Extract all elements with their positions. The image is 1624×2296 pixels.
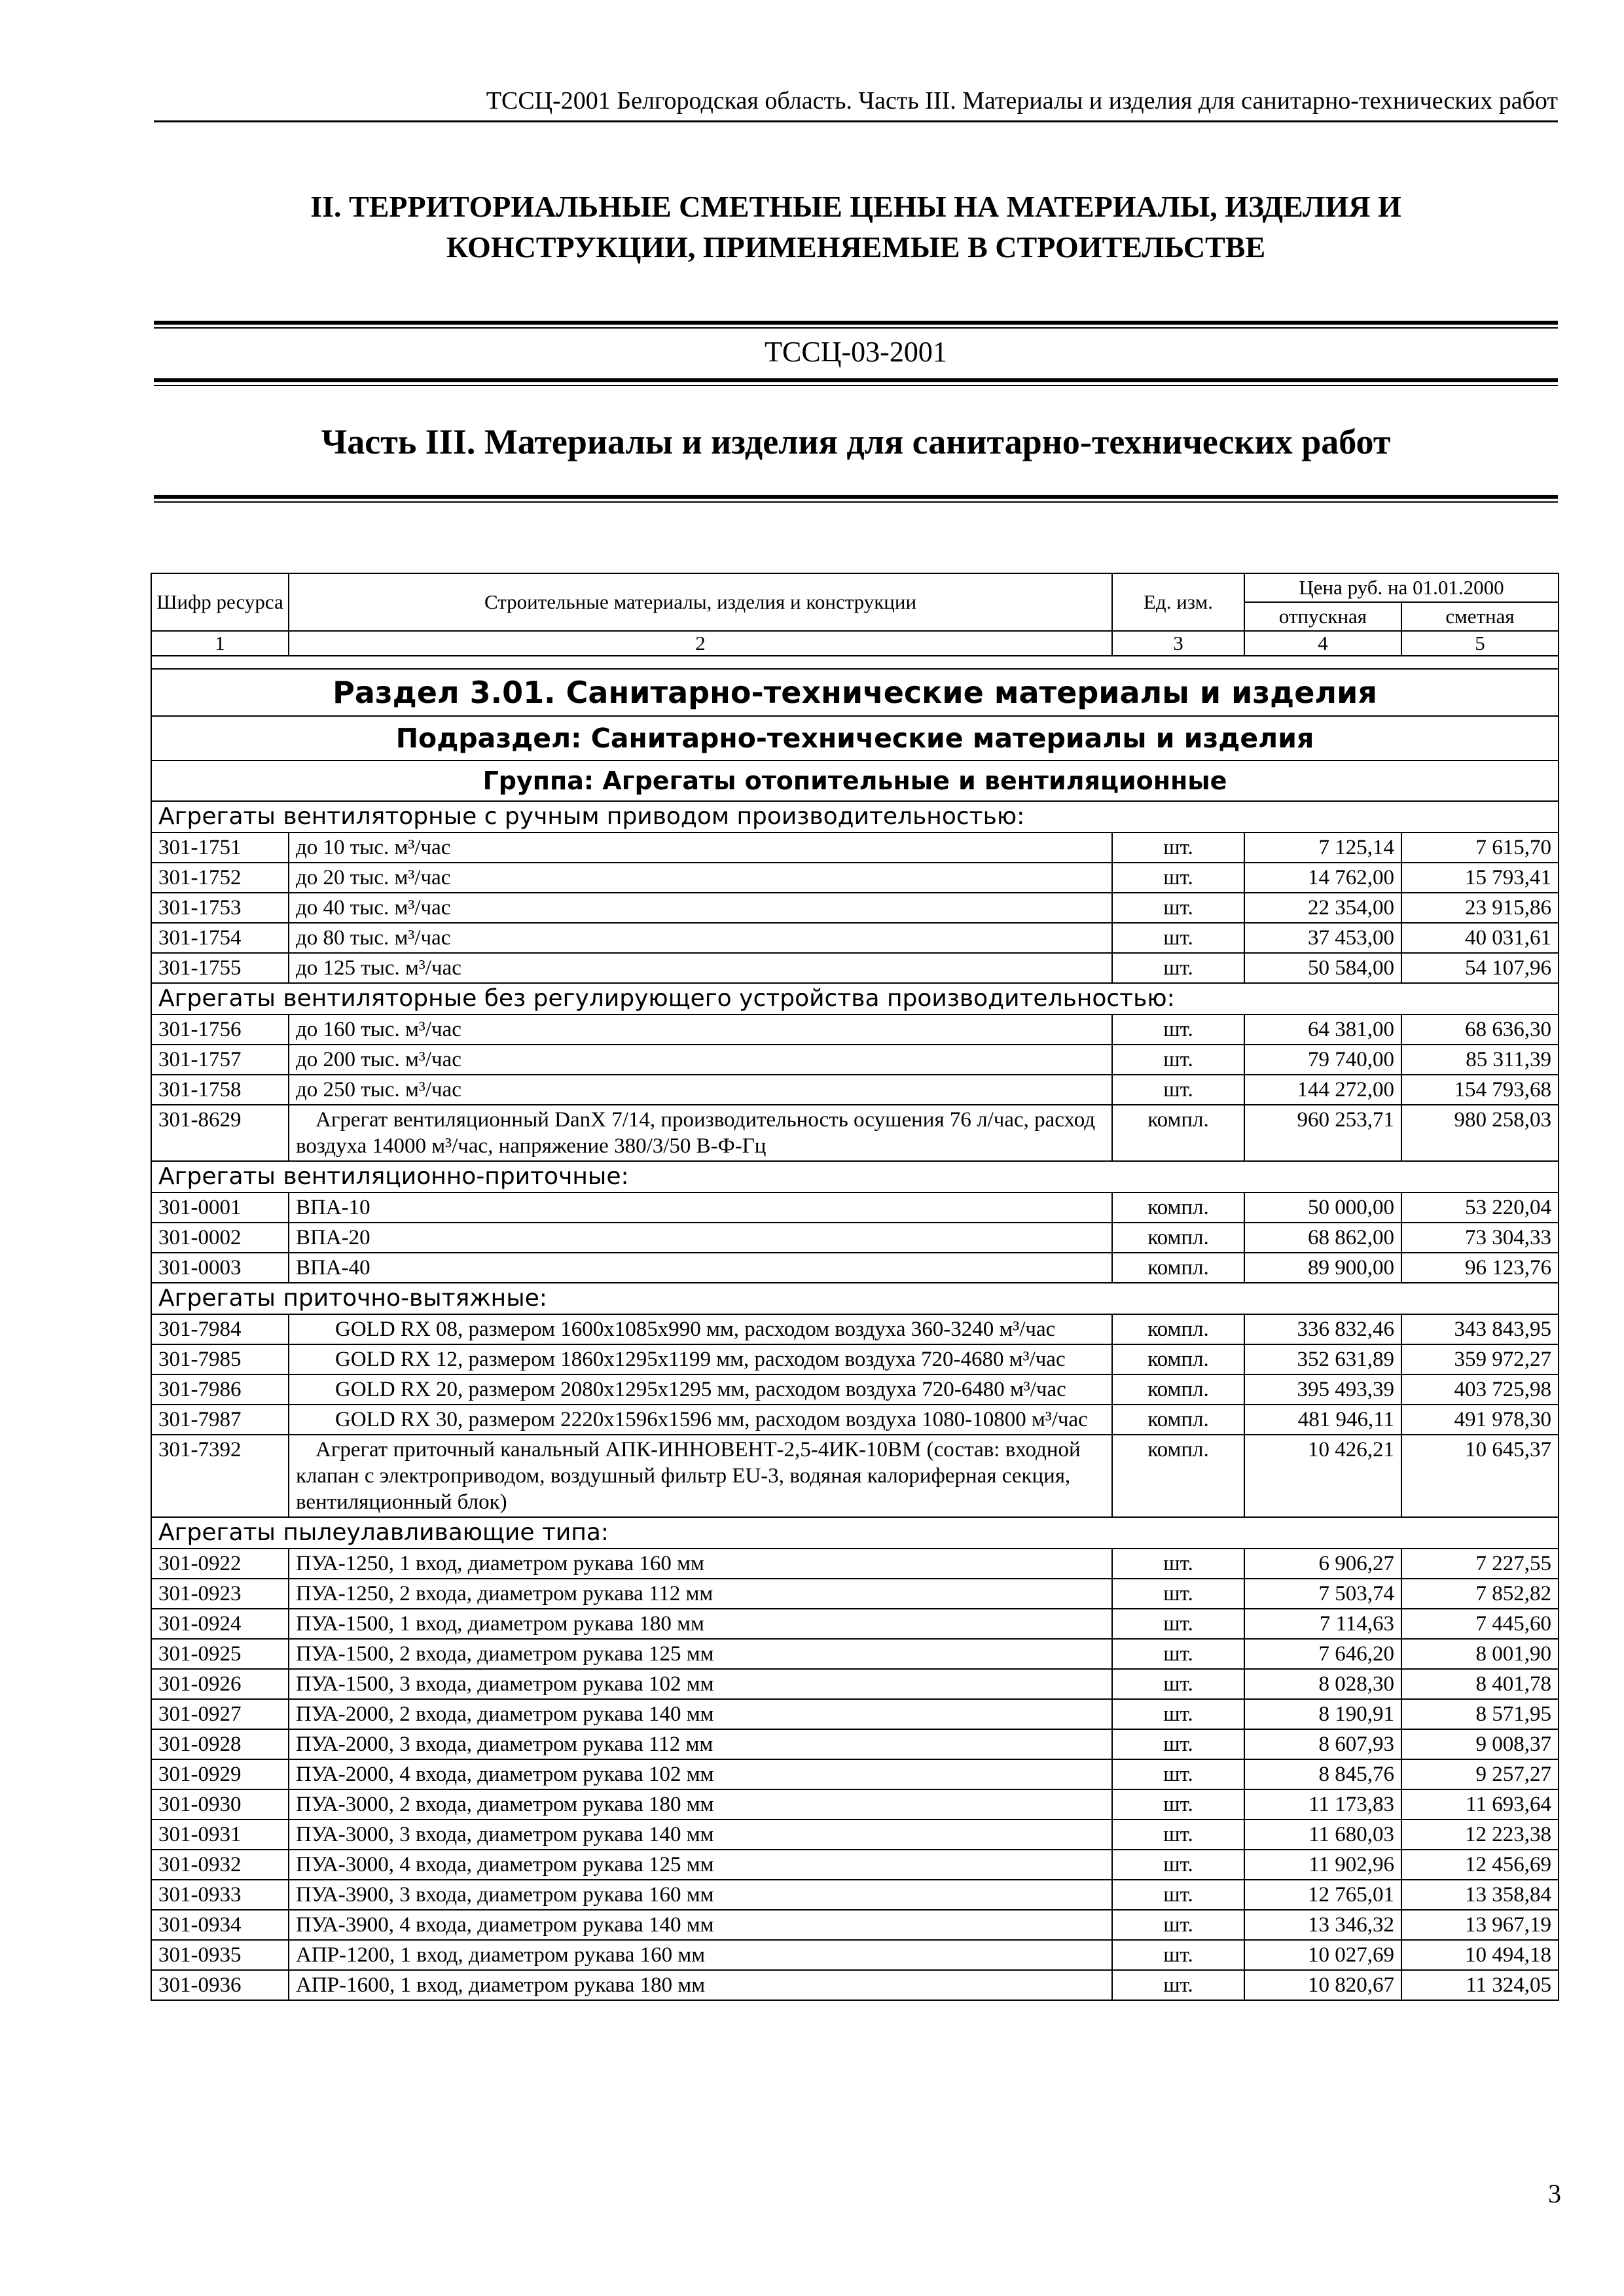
table-row [151,833,1559,863]
table-row [151,1609,1559,1639]
estimate-price-cell: 10 645,37 [1401,1435,1559,1517]
divider-top [154,321,1558,329]
material-name-cell: ПУА-1250, 2 входа, диаметром рукава 112 мм [289,1579,1112,1609]
resource-code-cell: 301-1752 [151,863,289,893]
release-price-cell: 960 253,71 [1244,1105,1401,1161]
unit-cell: шт. [1112,1789,1244,1820]
material-name-cell: ПУА-3000, 2 входа, диаметром рукава 180 мм [289,1789,1112,1820]
part-title: Часть III. Материалы и изделия для санитарно-технических работ [321,422,1391,461]
material-name-cell: ПУА-3000, 4 входа, диаметром рукава 125 мм [289,1850,1112,1880]
estimate-price-cell: 7 615,70 [1401,833,1559,863]
resource-code-cell: 301-1756 [151,1014,289,1045]
resource-code-cell: 301-1757 [151,1045,289,1075]
table-row [151,1729,1559,1759]
material-name-cell: АПР-1200, 1 вход, диаметром рукава 160 мм [289,1940,1112,1970]
release-price-cell: 12 765,01 [1244,1880,1401,1910]
estimate-price-cell: 54 107,96 [1401,953,1559,983]
release-price-cell: 89 900,00 [1244,1253,1401,1283]
resource-code-cell: 301-0927 [151,1699,289,1729]
estimate-price-cell: 8 571,95 [1401,1699,1559,1729]
table-row [151,1344,1559,1374]
resource-code-cell: 301-7984 [151,1314,289,1344]
unit-cell: шт. [1112,863,1244,893]
estimate-price-cell: 343 843,95 [1401,1314,1559,1344]
group-row [151,761,1559,801]
col-unit-header: Ед. изм. [1112,573,1244,631]
release-price-cell: 10 820,67 [1244,1970,1401,2000]
unit-cell: шт. [1112,893,1244,923]
material-name-cell: до 10 тыс. м³/час [289,833,1112,863]
table-row [151,893,1559,923]
spacer-cell [151,656,1559,669]
table-row [151,863,1559,893]
table-row [151,1970,1559,2000]
resource-code-cell: 301-0926 [151,1669,289,1699]
release-price-cell: 50 000,00 [1244,1193,1401,1223]
material-name-cell: ПУА-2000, 4 входа, диаметром рукава 102 мм [289,1759,1112,1789]
unit-cell: шт. [1112,1609,1244,1639]
estimate-price-cell: 7 445,60 [1401,1609,1559,1639]
estimate-price-cell: 12 223,38 [1401,1820,1559,1850]
estimate-price-cell: 23 915,86 [1401,893,1559,923]
release-price-cell: 7 125,14 [1244,833,1401,863]
subgroup-heading: Агрегаты пылеулавливающие типа: [151,1517,1559,1549]
table-row [151,1910,1559,1940]
release-price-cell: 79 740,00 [1244,1045,1401,1075]
release-price-cell: 11 173,83 [1244,1789,1401,1820]
unit-cell: шт. [1112,1910,1244,1940]
release-price-cell: 8 607,93 [1244,1729,1401,1759]
group-heading: Группа: Агрегаты отопительные и вентиляционные [151,761,1559,801]
release-price-cell: 22 354,00 [1244,893,1401,923]
estimate-price-cell: 53 220,04 [1401,1193,1559,1223]
subgroup-heading: Агрегаты вентиляторные с ручным приводом производительностью: [151,801,1559,833]
subgroup-heading: Агрегаты вентиляторные без регулирующего устройства производительностью: [151,983,1559,1014]
subgroup-row [151,983,1559,1014]
column-number-row [151,631,1559,656]
release-price-cell: 8 028,30 [1244,1669,1401,1699]
table-row [151,1639,1559,1669]
material-name-cell: до 80 тыс. м³/час [289,923,1112,953]
unit-cell: компл. [1112,1344,1244,1374]
estimate-price-cell: 15 793,41 [1401,863,1559,893]
estimate-price-cell: 11 693,64 [1401,1789,1559,1820]
table-row [151,1549,1559,1579]
resource-code-cell: 301-0933 [151,1880,289,1910]
unit-cell: компл. [1112,1105,1244,1161]
material-name-cell: ПУА-1250, 1 вход, диаметром рукава 160 мм [289,1549,1112,1579]
estimate-price-cell: 8 001,90 [1401,1639,1559,1669]
title-line-2: КОНСТРУКЦИИ, ПРИМЕНЯЕМЫЕ В СТРОИТЕЛЬСТВЕ [446,230,1266,264]
column-number: 3 [1112,631,1244,656]
release-price-cell: 6 906,27 [1244,1549,1401,1579]
title-line-1: II. ТЕРРИТОРИАЛЬНЫЕ СМЕТНЫЕ ЦЕНЫ НА МАТЕРИАЛЫ, ИЗДЕЛИЯ И [310,190,1401,223]
divider-middle [154,378,1558,386]
release-price-cell: 8 190,91 [1244,1699,1401,1729]
estimate-price-cell: 40 031,61 [1401,923,1559,953]
unit-cell: компл. [1112,1223,1244,1253]
col-release-header: отпускная [1244,602,1401,631]
table-row [151,1374,1559,1405]
column-number: 2 [289,631,1112,656]
material-name-cell: Агрегат приточный канальный АПК-ИННОВЕНТ-2,5-4ИК-10ВМ (состав: входной клапан с электроприводом, воздушный фильтр EU-3, водяная калориферная секция, вентиляционный блок) [289,1435,1112,1517]
release-price-cell: 7 503,74 [1244,1579,1401,1609]
unit-cell: компл. [1112,1374,1244,1405]
table-body [151,656,1559,2000]
material-name-cell: ПУА-1500, 2 входа, диаметром рукава 125 мм [289,1639,1112,1669]
subgroup-heading: Агрегаты приточно-вытяжные: [151,1283,1559,1314]
material-name-cell: ПУА-1500, 1 вход, диаметром рукава 180 мм [289,1609,1112,1639]
table-row [151,1820,1559,1850]
resource-code-cell: 301-0936 [151,1970,289,2000]
material-name-cell: ПУА-1500, 3 входа, диаметром рукава 102 мм [289,1669,1112,1699]
material-name-cell: GOLD RX 08, размером 1600х1085х990 мм, расходом воздуха 360-3240 м³/час [289,1314,1112,1344]
resource-code-cell: 301-0924 [151,1609,289,1639]
subsection-row [151,716,1559,761]
subgroup-row [151,1283,1559,1314]
resource-code-cell: 301-1755 [151,953,289,983]
estimate-price-cell: 9 257,27 [1401,1759,1559,1789]
material-name-cell: Агрегат вентиляционный DanX 7/14, производительность осушения 76 л/час, расход воздуха 14000 м³/час, напряжение 380/3/50 В-Ф-Гц [289,1105,1112,1161]
unit-cell: шт. [1112,1639,1244,1669]
estimate-price-cell: 73 304,33 [1401,1223,1559,1253]
resource-code-cell: 301-0922 [151,1549,289,1579]
table-row [151,1669,1559,1699]
resource-code-cell: 301-0934 [151,1910,289,1940]
estimate-price-cell: 7 852,82 [1401,1579,1559,1609]
material-name-cell: ПУА-2000, 2 входа, диаметром рукава 140 мм [289,1699,1112,1729]
material-name-cell: до 250 тыс. м³/час [289,1075,1112,1105]
material-name-cell: ПУА-3900, 4 входа, диаметром рукава 140 мм [289,1910,1112,1940]
release-price-cell: 11 680,03 [1244,1820,1401,1850]
release-price-cell: 395 493,39 [1244,1374,1401,1405]
estimate-price-cell: 10 494,18 [1401,1940,1559,1970]
release-price-cell: 11 902,96 [1244,1850,1401,1880]
material-name-cell: до 160 тыс. м³/час [289,1014,1112,1045]
col-estimate-header: сметная [1401,602,1559,631]
subgroup-row [151,1161,1559,1193]
release-price-cell: 7 646,20 [1244,1639,1401,1669]
subgroup-row [151,1517,1559,1549]
resource-code-cell: 301-8629 [151,1105,289,1161]
material-name-cell: ВПА-20 [289,1223,1112,1253]
material-name-cell: до 40 тыс. м³/час [289,893,1112,923]
unit-cell: шт. [1112,1729,1244,1759]
material-name-cell: до 125 тыс. м³/час [289,953,1112,983]
estimate-price-cell: 96 123,76 [1401,1253,1559,1283]
release-price-cell: 13 346,32 [1244,1910,1401,1940]
resource-code-cell: 301-1751 [151,833,289,863]
table-row [151,1045,1559,1075]
unit-cell: шт. [1112,1850,1244,1880]
subsection-heading: Подраздел: Санитарно-технические материалы и изделия [151,716,1559,761]
table-row [151,1759,1559,1789]
col-price-header: Цена руб. на 01.01.2000 [1244,573,1559,602]
unit-cell: шт. [1112,1970,1244,2000]
spacer-row [151,656,1559,669]
estimate-price-cell: 359 972,27 [1401,1344,1559,1374]
release-price-cell: 352 631,89 [1244,1344,1401,1374]
column-number: 5 [1401,631,1559,656]
resource-code-cell: 301-1753 [151,893,289,923]
resource-code-cell: 301-0930 [151,1789,289,1820]
resource-code-cell: 301-7986 [151,1374,289,1405]
resource-code-cell: 301-0935 [151,1940,289,1970]
estimate-price-cell: 8 401,78 [1401,1669,1559,1699]
resource-code-cell: 301-0928 [151,1729,289,1759]
material-name-cell: ВПА-10 [289,1193,1112,1223]
table-row [151,1435,1559,1517]
resource-code-cell: 301-0931 [151,1820,289,1850]
table-row [151,1193,1559,1223]
resource-code-cell: 301-0001 [151,1193,289,1223]
table-row [151,1105,1559,1161]
unit-cell: компл. [1112,1253,1244,1283]
unit-cell: шт. [1112,1045,1244,1075]
estimate-price-cell: 11 324,05 [1401,1970,1559,2000]
section-heading: Раздел 3.01. Санитарно-технические материалы и изделия [151,669,1559,716]
table-row [151,953,1559,983]
unit-cell: шт. [1112,1940,1244,1970]
subgroup-row [151,801,1559,833]
resource-code-cell: 301-0932 [151,1850,289,1880]
release-price-cell: 64 381,00 [1244,1014,1401,1045]
estimate-price-cell: 12 456,69 [1401,1850,1559,1880]
unit-cell: компл. [1112,1435,1244,1517]
unit-cell: шт. [1112,1759,1244,1789]
material-name-cell: до 200 тыс. м³/час [289,1045,1112,1075]
unit-cell: шт. [1112,1014,1244,1045]
unit-cell: шт. [1112,923,1244,953]
resource-code-cell: 301-0002 [151,1223,289,1253]
table-row [151,1699,1559,1729]
material-name-cell: ПУА-3000, 3 входа, диаметром рукава 140 мм [289,1820,1112,1850]
table-row [151,1789,1559,1820]
running-header: ТССЦ-2001 Белгородская область. Часть III. Материалы и изделия для санитарно-технических работ [154,84,1558,122]
resource-code-cell: 301-7987 [151,1405,289,1435]
resource-code-cell: 301-1758 [151,1075,289,1105]
unit-cell: компл. [1112,1193,1244,1223]
resource-code-cell: 301-0925 [151,1639,289,1669]
column-number: 4 [1244,631,1401,656]
material-name-cell: ВПА-40 [289,1253,1112,1283]
table-header-row [151,573,1559,602]
resource-code-cell: 301-0003 [151,1253,289,1283]
unit-cell: шт. [1112,953,1244,983]
page-number: 3 [1548,2179,1561,2208]
resource-code-cell: 301-0923 [151,1579,289,1609]
unit-cell: компл. [1112,1405,1244,1435]
estimate-price-cell: 491 978,30 [1401,1405,1559,1435]
divider-bottom [154,495,1558,503]
code-title: ТССЦ-03-2001 [765,336,947,368]
table-row [151,1014,1559,1045]
material-name-cell: GOLD RX 30, размером 2220х1596х1596 мм, расходом воздуха 1080-10800 м³/час [289,1405,1112,1435]
release-price-cell: 144 272,00 [1244,1075,1401,1105]
table-row [151,923,1559,953]
unit-cell: шт. [1112,1549,1244,1579]
material-name-cell: ПУА-2000, 3 входа, диаметром рукава 112 мм [289,1729,1112,1759]
table-row [151,1253,1559,1283]
table-row [151,1579,1559,1609]
unit-cell: шт. [1112,1075,1244,1105]
unit-cell: шт. [1112,1820,1244,1850]
col-code-header: Шифр ресурса [151,573,289,631]
release-price-cell: 336 832,46 [1244,1314,1401,1344]
release-price-cell: 50 584,00 [1244,953,1401,983]
release-price-cell: 10 426,21 [1244,1435,1401,1517]
unit-cell: шт. [1112,833,1244,863]
resource-code-cell: 301-7985 [151,1344,289,1374]
release-price-cell: 14 762,00 [1244,863,1401,893]
unit-cell: шт. [1112,1880,1244,1910]
material-name-cell: ПУА-3900, 3 входа, диаметром рукава 160 мм [289,1880,1112,1910]
material-name-cell: GOLD RX 12, размером 1860х1295х1199 мм, расходом воздуха 720-4680 м³/час [289,1344,1112,1374]
estimate-price-cell: 980 258,03 [1401,1105,1559,1161]
document-section-title [154,187,1558,268]
table-row [151,1405,1559,1435]
estimate-price-cell: 154 793,68 [1401,1075,1559,1105]
release-price-cell: 37 453,00 [1244,923,1401,953]
table-row [151,1940,1559,1970]
release-price-cell: 481 946,11 [1244,1405,1401,1435]
estimate-price-cell: 13 967,19 [1401,1910,1559,1940]
unit-cell: шт. [1112,1579,1244,1609]
release-price-cell: 68 862,00 [1244,1223,1401,1253]
table-row [151,1880,1559,1910]
estimate-price-cell: 13 358,84 [1401,1880,1559,1910]
release-price-cell: 7 114,63 [1244,1609,1401,1639]
estimate-price-cell: 7 227,55 [1401,1549,1559,1579]
material-name-cell: до 20 тыс. м³/час [289,863,1112,893]
resource-code-cell: 301-7392 [151,1435,289,1517]
subgroup-heading: Агрегаты вентиляционно-приточные: [151,1161,1559,1193]
resource-code-cell: 301-1754 [151,923,289,953]
table-row [151,1223,1559,1253]
estimate-price-cell: 9 008,37 [1401,1729,1559,1759]
material-name-cell: АПР-1600, 1 вход, диаметром рукава 180 мм [289,1970,1112,2000]
release-price-cell: 8 845,76 [1244,1759,1401,1789]
price-table [151,573,1559,2001]
column-number: 1 [151,631,289,656]
unit-cell: компл. [1112,1314,1244,1344]
section-row [151,669,1559,716]
material-name-cell: GOLD RX 20, размером 2080х1295х1295 мм, расходом воздуха 720-6480 м³/час [289,1374,1112,1405]
unit-cell: шт. [1112,1699,1244,1729]
estimate-price-cell: 403 725,98 [1401,1374,1559,1405]
col-name-header: Строительные материалы, изделия и конструкции [289,573,1112,631]
table-row [151,1850,1559,1880]
resource-code-cell: 301-0929 [151,1759,289,1789]
release-price-cell: 10 027,69 [1244,1940,1401,1970]
table-row [151,1314,1559,1344]
table-row [151,1075,1559,1105]
unit-cell: шт. [1112,1669,1244,1699]
estimate-price-cell: 85 311,39 [1401,1045,1559,1075]
estimate-price-cell: 68 636,30 [1401,1014,1559,1045]
